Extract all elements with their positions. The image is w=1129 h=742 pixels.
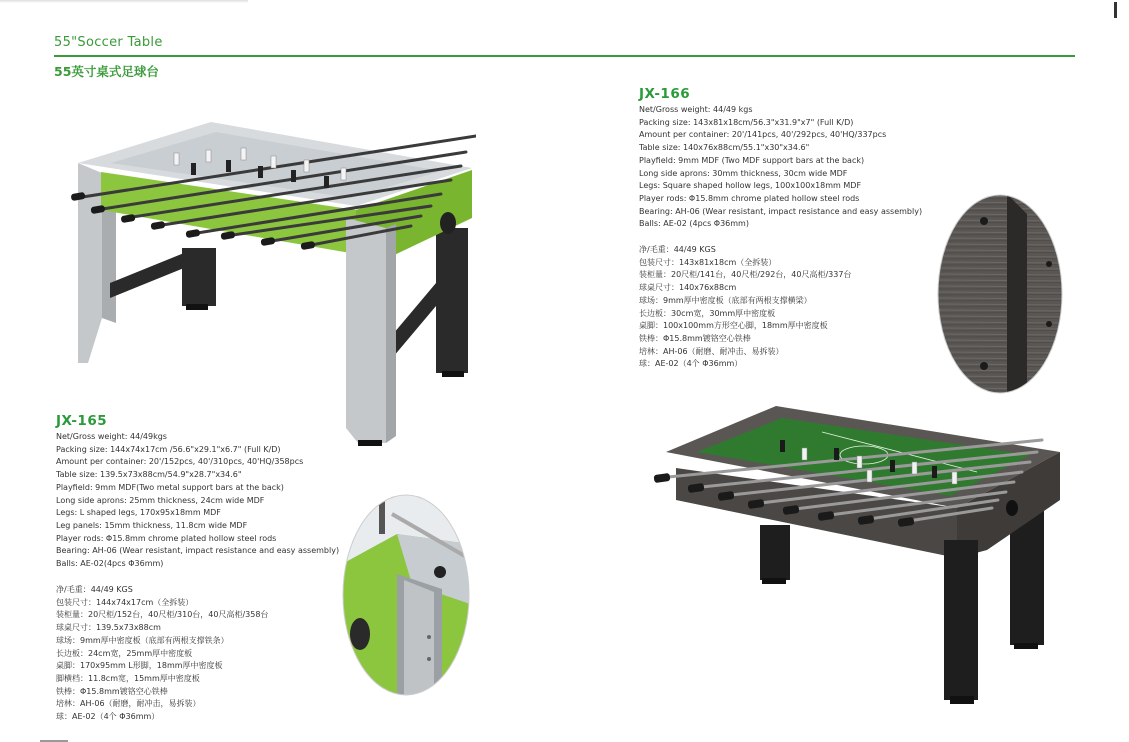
spec-line: Balls: AE-02 (4pcs Φ36mm): [639, 219, 749, 229]
spec-line: Leg panels: 15mm thickness, 11.8cm wide MDF: [56, 520, 248, 530]
spec-line-cn: 球：AE-02（4个 Φ36mm）: [639, 359, 743, 369]
spec-line: Table size: 139.5x73x88cm/54.9"x28.7"x34.6": [56, 470, 242, 480]
spec-line: Player rods: Φ15.8mm chrome plated hollow steel rods: [56, 533, 277, 543]
jx165-specs-en: [56, 431, 339, 571]
page-title-en: 55"Soccer Table: [54, 35, 163, 50]
spec-line-cn: 净/毛重：44/49 KGS: [639, 245, 716, 254]
spec-line-cn: 铁棒：Φ15.8mm镀铬空心铁棒: [56, 686, 168, 696]
jx165-specs-cn: [56, 584, 268, 724]
spec-line-cn: 长边板：24cm宽，25mm厚中密度板: [56, 648, 193, 658]
spec-line-cn: 装柜量：20尺柜/141台，40尺柜/292台，40尺高柜/337台: [639, 270, 852, 280]
spec-line-cn: 桌脚：170x95mm L形脚，18mm厚中密度板: [56, 661, 223, 671]
spec-line-cn: 包装尺寸：144x74x17cm（全拆装）: [56, 597, 194, 607]
spec-line-cn: 培林：AH-06（耐磨、耐冲击、易拆装）: [639, 346, 784, 356]
spec-line: Long side aprons: 30mm thickness, 30cm wide MDF: [639, 168, 848, 178]
spec-line-cn: 长边板：30cm宽，30mm厚中密度板: [639, 308, 776, 318]
corner-mark: [1114, 2, 1117, 18]
spec-line: Balls: AE-02(4pcs Φ36mm): [56, 559, 164, 569]
spec-line: Table size: 140x76x88cm/55.1"x30"x34.6": [639, 143, 810, 153]
spec-line: Legs: L shaped legs, 170x95x18mm MDF: [56, 508, 221, 518]
spec-line-cn: 脚横档：11.8cm宽，15mm厚中密度板: [56, 673, 200, 683]
jx166-specs-en: [639, 104, 922, 231]
jx166-specs-cn: [639, 244, 851, 371]
jx165-model-name: JX-165: [56, 413, 108, 429]
spec-line-cn: 净/毛重：44/49 KGS: [56, 585, 133, 594]
spec-line-cn: 装柜量：20尺柜/152台，40尺柜/310台，40尺高柜/358台: [56, 610, 269, 620]
spec-line-cn: 桌脚：100x100mm方形空心脚，18mm厚中密度板: [639, 321, 828, 331]
spec-line-cn: 培林：AH-06（耐磨，耐冲击，易拆装）: [56, 699, 201, 709]
spec-line: Bearing: AH-06 (Wear resistant, impact resistance and easy assembly): [639, 206, 923, 216]
spec-line-cn: 铁棒：Φ15.8mm镀铬空心铁棒: [639, 333, 751, 343]
spec-line: Player rods: Φ15.8mm chrome plated hollow steel rods: [639, 193, 860, 203]
spec-line-cn: 球场：9mm厚中密度板（底部有两根支撑横梁）: [639, 295, 812, 305]
spec-line-cn: 包装尺寸：143x81x18cm（全拆装）: [639, 257, 777, 267]
jx166-table-image: [652, 400, 1062, 712]
page-title-cn: 55英寸桌式足球台: [54, 64, 159, 79]
spec-line: Amount per container: 20'/141pcs, 40'/292pcs, 40'HQ/337pcs: [639, 130, 887, 140]
spec-line: Packing size: 144x74x17cm /56.6"x29.1"x6.7" (Full K/D): [56, 444, 281, 454]
top-shadow: [0, 0, 248, 3]
jx166-model-name: JX-166: [639, 86, 691, 102]
spec-line: Legs: Square shaped hollow legs, 100x100x18mm MDF: [639, 181, 862, 191]
spec-line: Long side aprons: 25mm thickness, 24cm wide MDF: [56, 495, 265, 505]
spec-line: Playfield: 9mm MDF (Two MDF support bars at the back): [639, 155, 865, 165]
spec-line: Net/Gross weight: 44/49 kgs: [639, 105, 753, 114]
spec-line: Bearing: AH-06 (Wear resistant, impact resistance and easy assembly): [56, 546, 340, 556]
title-divider: [54, 55, 1075, 57]
jx165-table-image: [66, 118, 476, 453]
jx166-detail-image: [937, 194, 1063, 394]
spec-line: Playfield: 9mm MDF(Two metal support bars at the back): [56, 482, 284, 492]
spec-line-cn: 球桌尺寸：140x76x88cm: [639, 283, 737, 293]
spec-line-cn: 球桌尺寸：139.5x73x88cm: [56, 623, 161, 633]
spec-line-cn: 球场：9mm厚中密度板（底部有两根支撑铁条）: [56, 635, 229, 645]
jx165-detail-image: [342, 494, 470, 696]
spec-line: Amount per container: 20'/152pcs, 40'/310pcs, 40'HQ/358pcs: [56, 457, 304, 467]
spec-line: Packing size: 143x81x18cm/56.3"x31.9"x7" (Full K/D): [639, 117, 854, 127]
spec-line-cn: 球：AE-02（4个 Φ36mm）: [56, 712, 160, 722]
spec-line: Net/Gross weight: 44/49kgs: [56, 432, 167, 441]
